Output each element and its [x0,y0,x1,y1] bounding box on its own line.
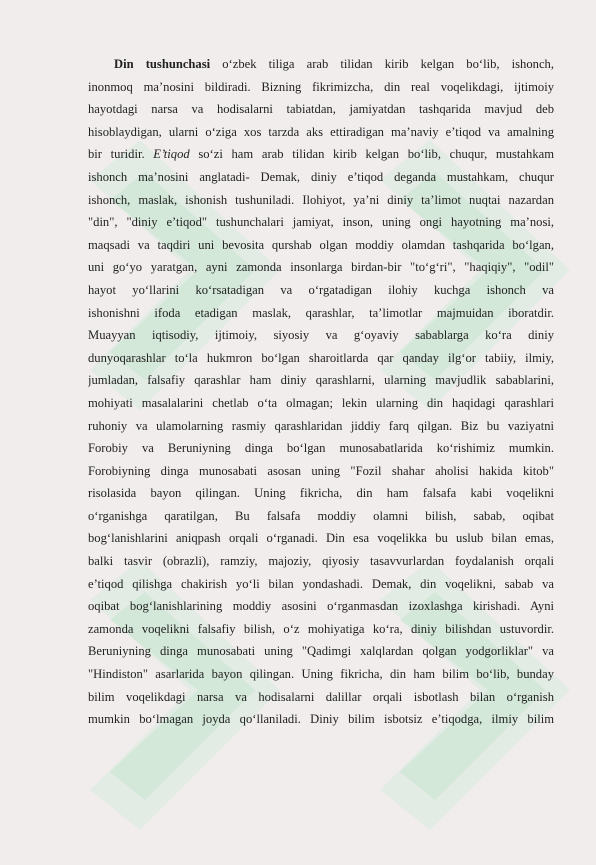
text-line: maqsadi va taqdiri uni bevosita qurshab olgan moddiy olamdan tashqarida bo‘lgan, [88,237,554,252]
text-span: so‘zi ham arab tilidan kirib kelgan bo‘lib, chuqur, mustahkam [189,147,554,162]
text-line: uni go‘yo yaratgan, ayni zamonda insonlarga birdan-bir "to‘g‘ri", "haqiqiy", "odil" [88,260,554,275]
text-line: mohiyati masalalarini chetlab o‘ta olmagan; lekin ularning din haqidagi qarashlari [88,395,554,410]
text-line: Forobiyning dinga munosabati asosan uning "Fozil shahar aholisi hakida kitob" [88,463,554,478]
text-line: hayot yo‘llarini ko‘rsatadigan va o‘rgatadigan ilohiy kuchga ishonch va [88,282,554,297]
text-line: ishonch ma’nosini anglatadi- Demak, diniy e’tiqod deganda mustahkam, chuqur [88,169,554,184]
text-line: Beruniyning dinga munosabati uning "Qadimgi xalqlardan qolgan yodgorliklar" va [88,644,554,659]
text-line: zamonda voqelikni falsafiy bilish, o‘z mohiyatiga ko‘ra, diniy bilishdan ustuvordir. [88,621,554,636]
text-span: o‘zbek tiliga arab tilidan kirib kelgan bo‘lib, ishonch, [210,57,554,71]
text-line: ishonch, maslak, ishonish tushuniladi. Ilohiyot, ya’ni diniy ta’limot nuqtai nazardan [88,192,554,207]
text-line: "Hindiston" asarlarida bayon qilingan. Uning fikricha, din ham bilim bo‘lib, bunday [88,667,554,682]
text-line: mumkin bo‘lmagan joyda qo‘llaniladi. Diniy bilim isbotsiz e’tiqodga, ilmiy bilim [88,712,554,727]
text-line: "din", "diniy e’tiqod" tushunchalari jamiyat, inson, uning ongi hayotning ma’nosi, [88,215,554,230]
text-line: o‘rganishga qaratilgan, Bu falsafa moddiy olamni bilish, sabab, oqibat [88,508,554,523]
text-line: hisoblaydigan, ularni o‘ziga xos tarzda aks ettiradigan ma’naviy e’tiqod va amalning [88,124,554,139]
text-line [88,143,554,166]
text-line: ishonishni ifoda etadigan maslak, qarashlar, ta’limotlar majmuidan iboratdir. [88,305,554,320]
text-line: bilim voqelikdagi narsa va hodisalarni dalillar orqali isbotlash bilan o‘rganish [88,689,554,704]
text-line: dunyoqarashlar to‘la hukmron bo‘lgan sharoitlarda qar qanday ilg‘or tabiiy, ilmiy, [88,350,554,365]
text-line: Muayyan iqtisodiy, ijtimoiy, siyosiy va g‘oyaviy sabablarga ko‘ra diniy [88,328,554,343]
document-body [88,53,554,731]
text-line: bog‘lanishlarini aniqpash orqali o‘rganadi. Din esa voqelikka bu uslub bilan emas, [88,531,554,546]
text-line: inonmoq ma’nosini bildiradi. Bizning fikrimizcha, din real voqelikdagi, ijtimoiy [88,79,554,94]
text-span: bir turidir. [88,147,154,162]
text-line: ruhoniy va ulamolarning rasmiy qarashlaridan jiddiy farq qilgan. Biz bu vaziyatni [88,418,554,433]
text-line: e’tiqod qilishga chakirish yo‘li bilan yondashadi. Demak, din voqelikni, sabab va [88,576,554,591]
text-line: Forobiy va Beruniyning dinga bo‘lgan munosabatlarida ko‘rishimiz mumkin. [88,441,554,456]
italic-term: E’tiqod [153,147,190,162]
text-line: balki tasvir (obrazli), ramziy, majoziy, qiyosiy tasavvurlardan foydalanish orqali [88,554,554,569]
text-line: hayotdagi narsa va hodisalarni tabiatdan, jamiyatdan tashqarida mavjud deb [88,102,554,117]
text-line [88,53,554,76]
text-line: jumladan, falsafiy qarashlar ham diniy qarashlarni, ularning mavjudlik sabablarini, [88,373,554,388]
text-line: oqibat bog‘lanishlarining moddiy asosini o‘rganmasdan izoxlashga kirishadi. Ayni [88,599,554,614]
text-line: risolasida bayon qilingan. Uning fikricha, din ham falsafa kabi voqelikni [88,486,554,501]
bold-term: Din tushunchasi [114,57,211,71]
